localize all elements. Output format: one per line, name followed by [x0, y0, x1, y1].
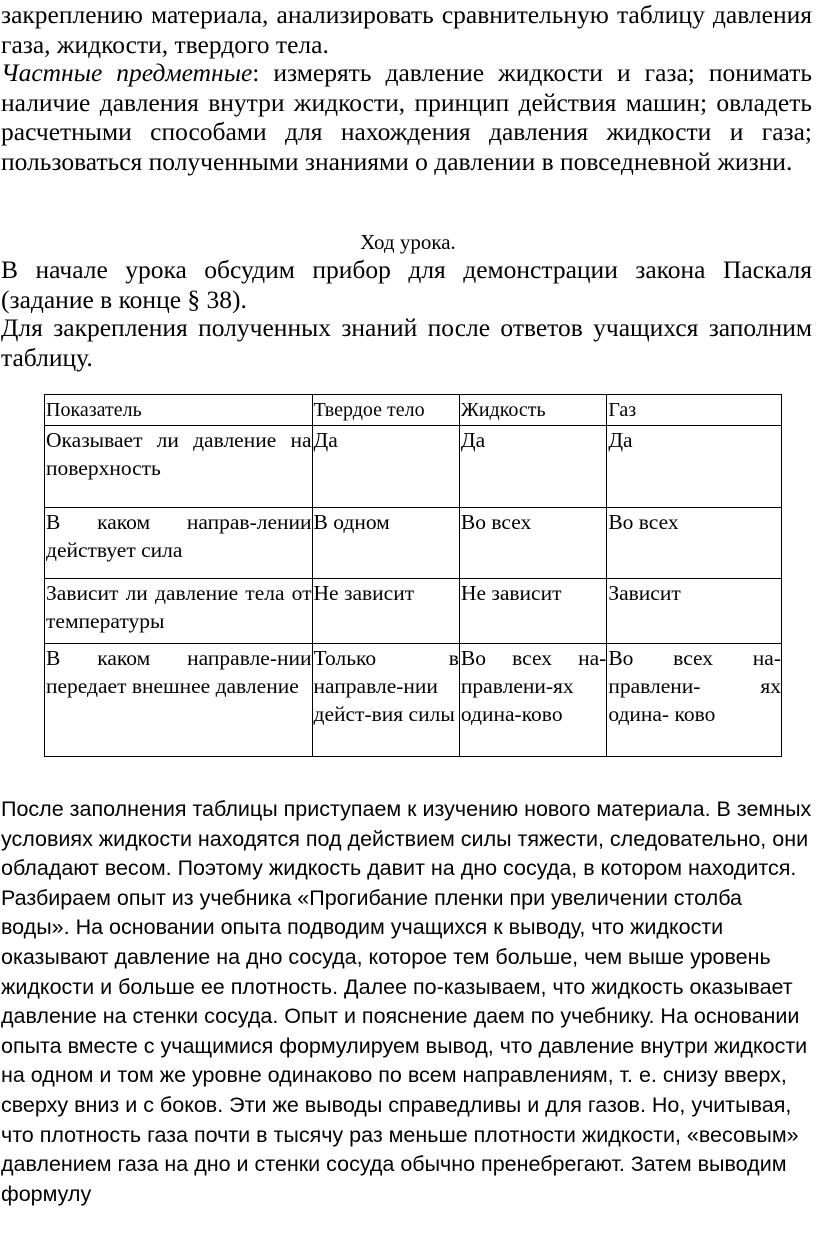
table-header-cell: Жидкость [459, 395, 606, 426]
table-header-row [45, 395, 782, 426]
table-cell: В каком направле-нии передает внешнее давление [45, 644, 313, 757]
table-cell: Не зависит [312, 579, 459, 644]
table-cell: Во всех на-правлени-ях одина-ково [459, 644, 606, 757]
table-cell: Да [459, 426, 606, 508]
table-cell: Не зависит [459, 579, 606, 644]
table-cell: Да [607, 426, 782, 508]
objectives-label: Частные предметные [1, 58, 253, 87]
table-cell: Во всех [607, 508, 782, 579]
table-row [45, 579, 782, 644]
table-header-cell: Твердое тело [312, 395, 459, 426]
lesson-paragraph-1: В начале урока обсудим прибор для демонстрации закона Паскаля (задание в конце § 38). [1, 255, 812, 314]
table-cell: В каком направ-лении действует сила [45, 508, 313, 579]
objectives-text: : измерять давление жидкости и газа; понимать наличие давления внутри жидкости, принцип действия машин; овладеть расчетными способами для нахождения давления жидкости и газа; пользоваться полученными знаниями о давлении в повседневной жизни. [1, 58, 812, 176]
objectives-paragraph [0, 58, 814, 176]
table-row [45, 426, 782, 508]
lesson-paragraph-2: Для закрепления полученных знаний после ответов учащихся заполним таблицу. [1, 313, 812, 372]
table-cell: Да [312, 426, 459, 508]
table-cell: Только в направле-нии дейст-вия силы [312, 644, 459, 757]
table-cell: Оказывает ли давление на поверхность [45, 426, 313, 508]
body-paragraph: После заполнения таблицы приступаем к изучению нового материала. В земных условиях жидкости находятся под действием силы тяжести, следовательно, они обладают весом. Поэтому жидкость давит на дно сосуда, в котором находится. Разбираем опыт из учебника «Прогибание пленки при увеличении столба воды». На основании опыта подводим учащихся к выводу, что жидкости оказывают давление на дно сосуда, которое тем больше, чем выше уровень жидкости и больше ее плотность. Далее по-казываем, что жидкость оказывает давление на стенки сосуда. Опыт и пояснение даем по учебнику. На основании опыта вместе с учащимися формулируем вывод, что давление внутри жидкости на одном и том же уровне одинаково по всем направлениям, т. е. снизу вверх, сверху вниз и с боков. Эти же выводы справедливы и для газов. Но, учитывая, что плотность газа почти в тысячу раз меньше плотности жидкости, «весовым» давлением газа на дно и стенки сосуда обычно пренебрегают. Затем выводим формулу [1, 797, 812, 1206]
table-row [45, 644, 782, 757]
table-cell: Зависит [607, 579, 782, 644]
table-cell: Во всех на-правлени- ях одина- ково [607, 644, 782, 757]
table-cell: Во всех [459, 508, 606, 579]
table-header-cell: Газ [607, 395, 782, 426]
table-cell: В одном [312, 508, 459, 579]
comparison-table [44, 394, 782, 757]
table-row [45, 508, 782, 579]
table-cell: Зависит ли давление тела от температуры [45, 579, 313, 644]
intro-paragraph: закреплению материала, анализировать сравнительную таблицу давления газа, жидкости, твердого тела. [1, 0, 812, 59]
lesson-title: Ход урока. [360, 230, 456, 254]
table-header-cell: Показатель [45, 395, 313, 426]
